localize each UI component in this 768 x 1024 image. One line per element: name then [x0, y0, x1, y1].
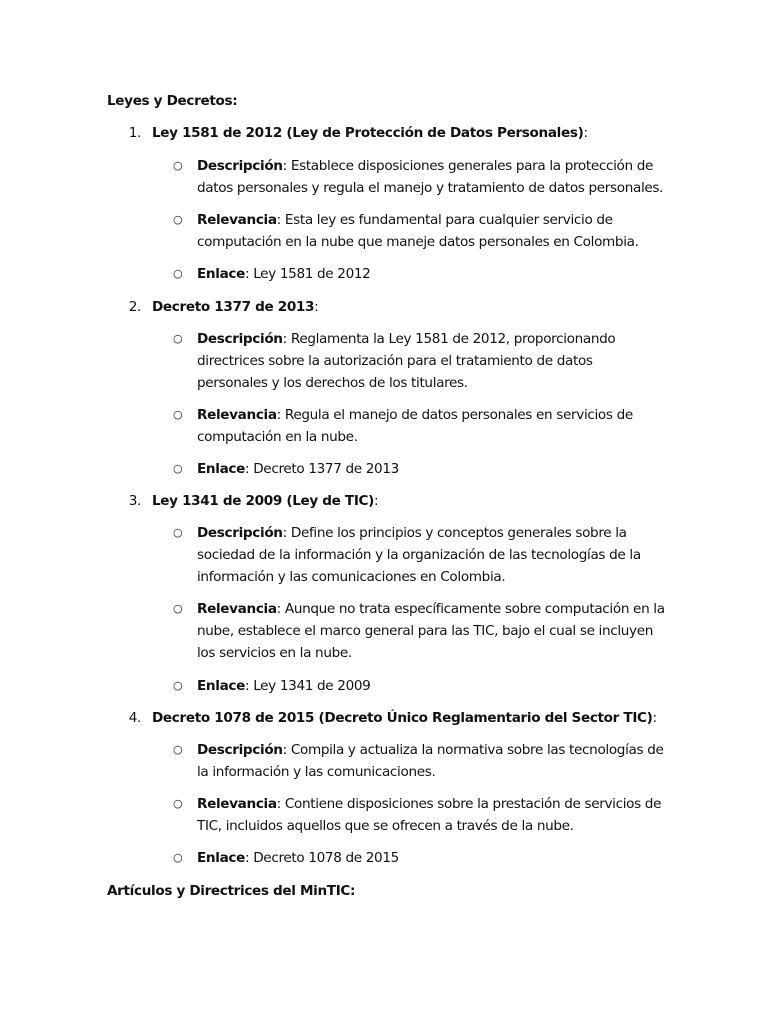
law-colon: : — [652, 710, 657, 726]
law-colon: : — [583, 125, 588, 141]
bullet-icon: ○ — [173, 602, 183, 615]
item-label: Enlace — [197, 678, 245, 694]
item-link[interactable]: Decreto 1377 de 2013 — [253, 461, 399, 477]
law-2-link — [173, 458, 673, 480]
bullet-icon: ○ — [173, 332, 183, 345]
law-3-relevance — [173, 598, 673, 664]
item-label: Relevancia — [197, 601, 277, 617]
law-3-description — [173, 522, 673, 588]
law-3-link — [173, 675, 673, 697]
item-text: Compila y actualiza la normativa sobre las tecnologías de la información y las comunicaciones. — [197, 742, 664, 780]
law-title: Ley 1581 de 2012 (Ley de Protección de Datos Personales) — [152, 125, 584, 141]
bullet-icon: ○ — [173, 526, 183, 539]
bullet-icon: ○ — [173, 159, 183, 172]
item-label: Enlace — [197, 850, 245, 866]
item-sep: : — [244, 678, 254, 694]
law-title: Ley 1341 de 2009 (Ley de TIC) — [152, 493, 375, 509]
item-label: Descripción — [197, 158, 283, 174]
bullet-icon: ○ — [173, 797, 183, 810]
item-sep: : — [276, 601, 285, 617]
item-sep: : — [282, 525, 291, 541]
bullet-icon: ○ — [173, 213, 183, 226]
item-sep: : — [276, 212, 285, 228]
item-link[interactable]: Ley 1341 de 2009 — [253, 678, 371, 694]
item-sep: : — [244, 850, 254, 866]
list-number: 4. — [128, 710, 141, 726]
item-link[interactable]: Decreto 1078 de 2015 — [253, 850, 399, 866]
item-label: Enlace — [197, 461, 245, 477]
law-2-relevance — [173, 404, 673, 448]
item-sep: : — [276, 407, 285, 423]
item-text: Esta ley es fundamental para cualquier servicio de computación en la nube que maneje datos personales en Colombia. — [197, 212, 639, 250]
bullet-icon: ○ — [173, 462, 183, 475]
item-label: Relevancia — [197, 212, 277, 228]
bullet-icon: ○ — [173, 743, 183, 756]
bullet-icon: ○ — [173, 408, 183, 421]
law-title: Decreto 1377 de 2013 — [152, 299, 315, 315]
item-label: Relevancia — [197, 407, 277, 423]
item-sep: : — [244, 461, 254, 477]
law-title: Decreto 1078 de 2015 (Decreto Único Reglamentario del Sector TIC) — [152, 710, 653, 726]
law-4-relevance — [173, 793, 673, 837]
item-text: Establece disposiciones generales para la protección de datos personales y regula el manejo y tratamiento de datos personales. — [197, 158, 664, 196]
item-sep: : — [282, 331, 291, 347]
law-4-description — [173, 739, 673, 783]
law-colon: : — [374, 493, 379, 509]
item-text: Define los principios y conceptos generales sobre la sociedad de la información y la organización de las tecnologías de la información y las comunicaciones en Colombia. — [197, 525, 641, 585]
list-number: 1. — [128, 125, 141, 141]
list-number: 2. — [128, 299, 141, 315]
law-2-description — [173, 328, 673, 394]
item-sep: : — [244, 266, 254, 282]
item-link[interactable]: Ley 1581 de 2012 — [253, 266, 371, 282]
item-label: Enlace — [197, 266, 245, 282]
law-1-description — [173, 155, 673, 199]
law-1-link — [173, 263, 673, 285]
law-4-link — [173, 847, 673, 869]
item-label: Descripción — [197, 742, 283, 758]
item-text: Aunque no trata específicamente sobre computación en la nube, establece el marco general para las TIC, bajo el cual se incluyen los servicios en la nube. — [197, 601, 665, 661]
item-label: Descripción — [197, 525, 283, 541]
item-text: Regula el manejo de datos personales en servicios de computación en la nube. — [197, 407, 633, 445]
law-colon: : — [314, 299, 319, 315]
bullet-icon: ○ — [173, 267, 183, 280]
list-number: 3. — [128, 493, 141, 509]
law-1-relevance — [173, 209, 673, 253]
item-sep: : — [282, 742, 291, 758]
section-heading-articles: Artículos y Directrices del MinTIC: — [107, 883, 356, 899]
section-heading-laws: Leyes y Decretos: — [107, 93, 238, 109]
item-sep: : — [276, 796, 285, 812]
bullet-icon: ○ — [173, 851, 183, 864]
item-label: Relevancia — [197, 796, 277, 812]
bullet-icon: ○ — [173, 679, 183, 692]
item-text: Reglamenta la Ley 1581 de 2012, proporcionando directrices sobre la autorización para el tratamiento de datos personales y los derechos de los titulares. — [197, 331, 616, 391]
item-sep: : — [282, 158, 291, 174]
item-text: Contiene disposiciones sobre la prestación de servicios de TIC, incluidos aquellos que se ofrecen a través de la nube. — [197, 796, 662, 834]
item-label: Descripción — [197, 331, 283, 347]
